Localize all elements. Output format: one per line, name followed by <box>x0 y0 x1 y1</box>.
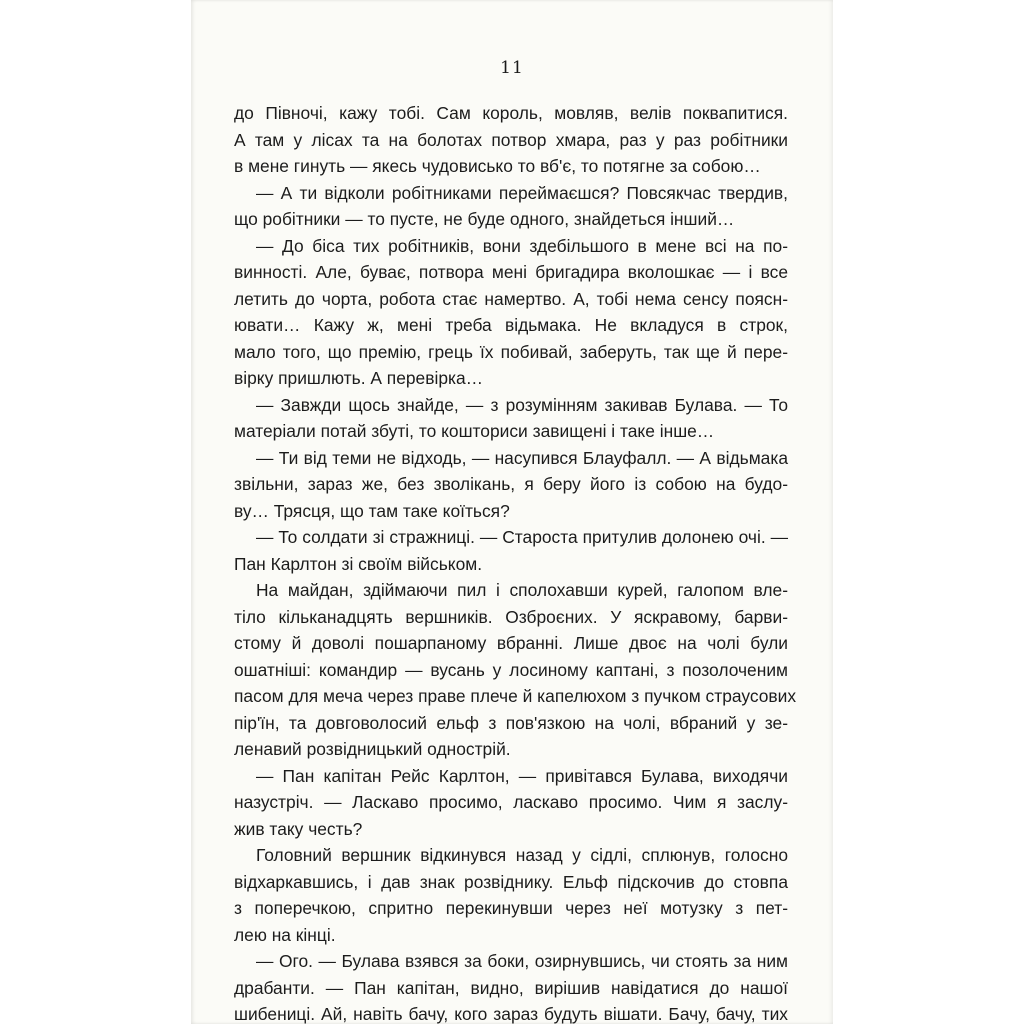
text-line: На майдан, здіймаючи пил і сполохавши курей, галопом вле- <box>256 580 788 600</box>
book-page <box>191 0 833 1024</box>
text-line: шибениці. Ай, навіть бачу, кого зараз будуть вішати. Бачу, бачу, тих <box>234 1004 788 1024</box>
text-line: — То солдати зі стражниці. — Староста притулив долонею очі. — <box>256 527 788 547</box>
text-line: стому й доволі пошарпаному вбранні. Лише двоє на чолі були <box>234 633 788 653</box>
text-line: Пан Карлтон зі своїм військом. <box>234 553 483 574</box>
text-line: в мене гинуть — якесь чудовисько то вб'є, то потягне за собою… <box>234 156 761 176</box>
text-line: — Пан капітан Рейс Карлтон, — привітався Булава, виходячи <box>256 765 788 786</box>
text-line: винності. Але, буває, потвора мені бригадира вколошкає — і все <box>234 262 788 282</box>
text-line: — А ти відколи робітниками переймаєшся? Повсякчас твердив, <box>256 182 788 203</box>
text-line: жив таку честь? <box>234 818 363 839</box>
text-line: — Ти від теми не відходь, — насупився Блауфалл. — А відьмака <box>256 447 788 468</box>
text-line: ву… Трясця, що там таке коїться? <box>234 500 510 521</box>
page-text <box>234 100 797 1028</box>
text-line: пір'їн, та довговолосий ельф з пов'язкою на чолі, вбраний у зе- <box>234 712 788 733</box>
text-line: до Півночі, кажу тобі. Сам король, мовляв, велів поквапитися. <box>234 103 788 123</box>
page-number: 11 <box>500 58 524 78</box>
text-line: тіло кільканадцять вершників. Озброєних. У яскравому, барви- <box>234 606 788 627</box>
text-line: лею на кінці. <box>234 924 336 945</box>
text-line: ленавий розвідницький однострій. <box>234 739 511 759</box>
text-line: з поперечкою, спритно перекинувши через неї мотузку з пет- <box>234 898 788 918</box>
text-line: Головний вершник відкинувся назад у сідлі, сплюнув, голосно <box>256 845 788 865</box>
text-line: — Ого. — Булава взявся за боки, озирнувшись, чи стоять за ним <box>256 951 788 971</box>
text-line: назустріч. — Ласкаво просимо, ласкаво просимо. Чим я заслу- <box>234 792 788 812</box>
text-line: — До біса тих робітників, вони здебільшого в мене всі на по- <box>256 235 788 256</box>
text-line: відхаркавшись, і дав знак розвіднику. Ельф підскочив до стовпа <box>234 871 788 892</box>
text-line: матеріали потай збуті, то кошториси завищені і таке інше… <box>234 421 715 441</box>
text-line: А там у лісах та на болотах потвор хмара, раз у раз робітники <box>234 129 788 150</box>
text-line: летить до чорта, робота стає намертво. А, тобі нема сенсу поясн- <box>234 288 788 309</box>
text-line: вірку пришлють. А перевірка… <box>234 368 484 388</box>
text-line: — Завжди щось знайде, — з розумінням закивав Булава. — То <box>256 394 788 415</box>
text-line: пасом для меча через праве плече й капелюхом з пучком страусових <box>234 686 797 706</box>
text-line: ювати… Кажу ж, мені треба відьмака. Не вкладуся в строк, <box>234 315 788 335</box>
text-line: мало того, що премію, грець їх побивай, заберуть, так ще й пере- <box>234 341 788 362</box>
text-line: драбанти. — Пан капітан, видно, вирішив навідатися до нашої <box>234 977 788 998</box>
text-line: що робітники — то пусте, не буде одного, знайдеться інший… <box>234 209 735 229</box>
text-line: звільни, зараз же, без зволікань, я беру його із собою на будо- <box>234 474 788 494</box>
text-line: ошатніші: командир — вусань у лосиному каптані, з позолоченим <box>234 659 788 680</box>
